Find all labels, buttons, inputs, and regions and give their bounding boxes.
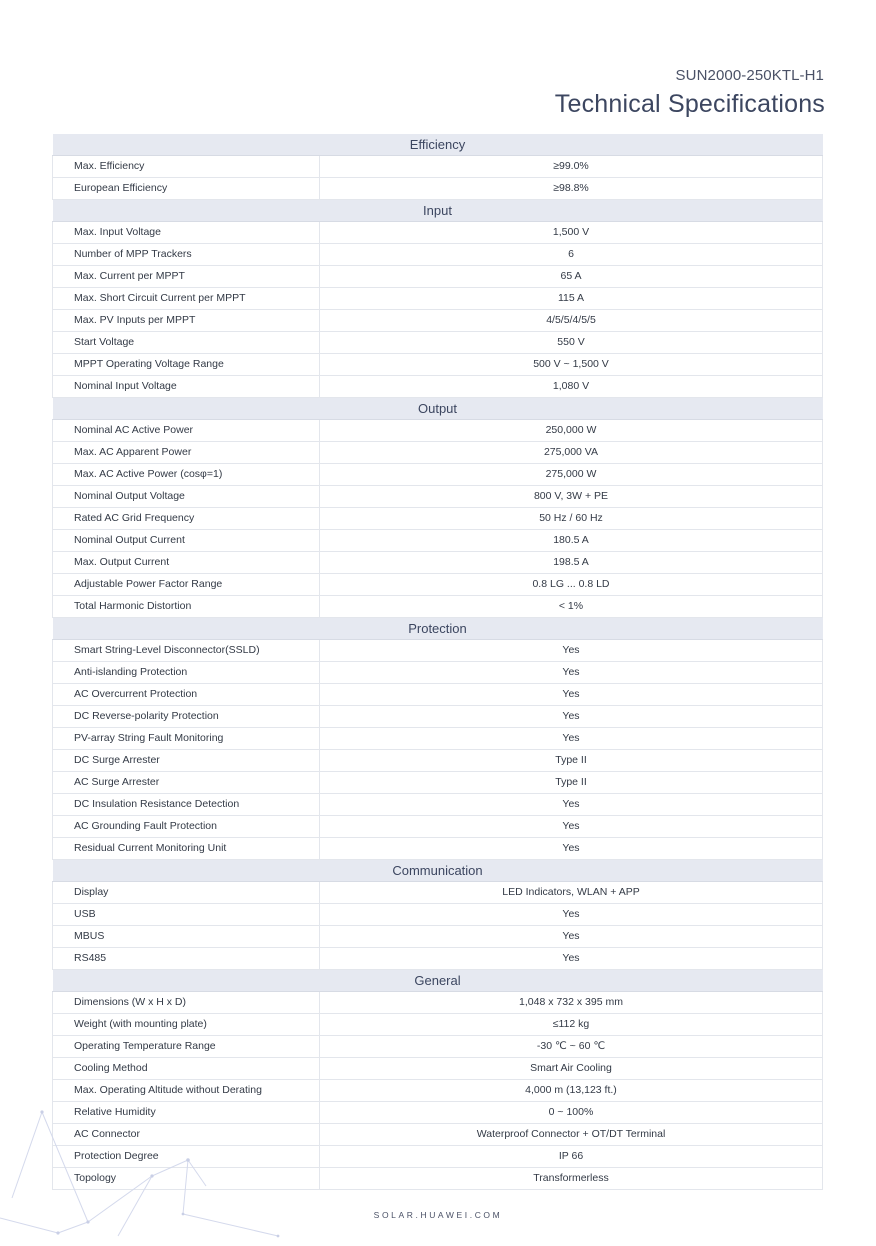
spec-row: [53, 992, 823, 1014]
spec-label: Max. Output Current: [53, 552, 320, 574]
spec-value: LED Indicators, WLAN + APP: [320, 882, 823, 904]
spec-value: Yes: [320, 640, 823, 662]
spec-value: -30 ℃ ~ 60 ℃: [320, 1036, 823, 1058]
spec-label: Nominal Output Current: [53, 530, 320, 552]
spec-value: 0.8 LG ... 0.8 LD: [320, 574, 823, 596]
section-title: Output: [53, 398, 823, 420]
spec-label: Protection Degree: [53, 1146, 320, 1168]
spec-value: 1,500 V: [320, 222, 823, 244]
section-title: General: [53, 970, 823, 992]
spec-label: Max. Operating Altitude without Derating: [53, 1080, 320, 1102]
spec-value: Waterproof Connector + OT/DT Terminal: [320, 1124, 823, 1146]
spec-row: [53, 574, 823, 596]
spec-row: [53, 332, 823, 354]
spec-label: DC Reverse-polarity Protection: [53, 706, 320, 728]
spec-value: Smart Air Cooling: [320, 1058, 823, 1080]
spec-label: Topology: [53, 1168, 320, 1190]
spec-label: Nominal AC Active Power: [53, 420, 320, 442]
spec-value: 0 ~ 100%: [320, 1102, 823, 1124]
spec-row: [53, 156, 823, 178]
spec-label: DC Insulation Resistance Detection: [53, 794, 320, 816]
spec-row: [53, 244, 823, 266]
spec-label: Max. Efficiency: [53, 156, 320, 178]
spec-value: < 1%: [320, 596, 823, 618]
spec-row: [53, 1058, 823, 1080]
spec-label: Max. AC Active Power (cosφ=1): [53, 464, 320, 486]
spec-value: Yes: [320, 926, 823, 948]
spec-row: [53, 222, 823, 244]
spec-row: [53, 948, 823, 970]
spec-label: Max. AC Apparent Power: [53, 442, 320, 464]
spec-value: ≥99.0%: [320, 156, 823, 178]
spec-row: [53, 354, 823, 376]
spec-value: 198.5 A: [320, 552, 823, 574]
spec-label: Adjustable Power Factor Range: [53, 574, 320, 596]
spec-value: 4,000 m (13,123 ft.): [320, 1080, 823, 1102]
spec-label: Cooling Method: [53, 1058, 320, 1080]
spec-label: Rated AC Grid Frequency: [53, 508, 320, 530]
spec-value: 4/5/5/4/5/5: [320, 310, 823, 332]
page-title: Technical Specifications: [554, 90, 825, 118]
spec-label: AC Overcurrent Protection: [53, 684, 320, 706]
spec-label: Anti-islanding Protection: [53, 662, 320, 684]
spec-row: [53, 662, 823, 684]
section-header: [53, 134, 823, 156]
spec-row: [53, 1036, 823, 1058]
spec-label: DC Surge Arrester: [53, 750, 320, 772]
spec-value: Yes: [320, 794, 823, 816]
spec-row: [53, 728, 823, 750]
spec-value: 250,000 W: [320, 420, 823, 442]
spec-label: European Efficiency: [53, 178, 320, 200]
spec-label: Start Voltage: [53, 332, 320, 354]
spec-value: Yes: [320, 816, 823, 838]
spec-value: 275,000 VA: [320, 442, 823, 464]
spec-value: 800 V, 3W + PE: [320, 486, 823, 508]
spec-label: Nominal Input Voltage: [53, 376, 320, 398]
spec-row: [53, 508, 823, 530]
spec-value: 65 A: [320, 266, 823, 288]
spec-value: Type II: [320, 772, 823, 794]
section-title: Communication: [53, 860, 823, 882]
spec-row: [53, 288, 823, 310]
spec-value: Yes: [320, 838, 823, 860]
spec-label: PV-array String Fault Monitoring: [53, 728, 320, 750]
section-title: Input: [53, 200, 823, 222]
footer-website: SOLAR.HUAWEI.COM: [373, 1210, 503, 1220]
spec-label: AC Surge Arrester: [53, 772, 320, 794]
spec-value: 1,080 V: [320, 376, 823, 398]
section-header: [53, 398, 823, 420]
section-title: Protection: [53, 618, 823, 640]
spec-value: Transformerless: [320, 1168, 823, 1190]
spec-row: [53, 464, 823, 486]
spec-row: [53, 1014, 823, 1036]
spec-value: ≥98.8%: [320, 178, 823, 200]
spec-row: [53, 838, 823, 860]
section-header: [53, 860, 823, 882]
spec-label: Display: [53, 882, 320, 904]
spec-label: Residual Current Monitoring Unit: [53, 838, 320, 860]
network-decoration: [0, 1100, 300, 1246]
spec-row: [53, 640, 823, 662]
spec-value: 1,048 x 732 x 395 mm: [320, 992, 823, 1014]
spec-value: 550 V: [320, 332, 823, 354]
spec-row: [53, 596, 823, 618]
spec-row: [53, 684, 823, 706]
spec-label: Dimensions (W x H x D): [53, 992, 320, 1014]
spec-row: [53, 772, 823, 794]
section-header: [53, 618, 823, 640]
spec-value: Yes: [320, 706, 823, 728]
spec-label: USB: [53, 904, 320, 926]
spec-row: [53, 310, 823, 332]
spec-label: Smart String-Level Disconnector(SSLD): [53, 640, 320, 662]
spec-row: [53, 376, 823, 398]
spec-label: Max. Current per MPPT: [53, 266, 320, 288]
spec-value: 50 Hz / 60 Hz: [320, 508, 823, 530]
spec-row: [53, 816, 823, 838]
section-header: [53, 970, 823, 992]
spec-value: ≤112 kg: [320, 1014, 823, 1036]
spec-row: [53, 530, 823, 552]
spec-value: 275,000 W: [320, 464, 823, 486]
spec-label: MBUS: [53, 926, 320, 948]
model-name: SUN2000-250KTL-H1: [675, 67, 824, 84]
spec-row: [53, 882, 823, 904]
spec-row: [53, 1080, 823, 1102]
spec-value: Yes: [320, 948, 823, 970]
spec-label: MPPT Operating Voltage Range: [53, 354, 320, 376]
spec-row: [53, 706, 823, 728]
spec-label: AC Grounding Fault Protection: [53, 816, 320, 838]
spec-row: [53, 486, 823, 508]
spec-label: Operating Temperature Range: [53, 1036, 320, 1058]
spec-label: Relative Humidity: [53, 1102, 320, 1124]
spec-value: 6: [320, 244, 823, 266]
spec-label: Total Harmonic Distortion: [53, 596, 320, 618]
spec-label: Max. PV Inputs per MPPT: [53, 310, 320, 332]
spec-label: Nominal Output Voltage: [53, 486, 320, 508]
spec-value: Yes: [320, 728, 823, 750]
spec-label: Number of MPP Trackers: [53, 244, 320, 266]
spec-row: [53, 420, 823, 442]
spec-row: [53, 794, 823, 816]
spec-row: [53, 178, 823, 200]
spec-row: [53, 926, 823, 948]
spec-table: [52, 134, 823, 1190]
spec-label: Max. Short Circuit Current per MPPT: [53, 288, 320, 310]
spec-value: Yes: [320, 662, 823, 684]
spec-row: [53, 750, 823, 772]
spec-value: Type II: [320, 750, 823, 772]
spec-value: 115 A: [320, 288, 823, 310]
spec-value: 180.5 A: [320, 530, 823, 552]
section-title: Efficiency: [53, 134, 823, 156]
spec-value: Yes: [320, 684, 823, 706]
spec-value: 500 V ~ 1,500 V: [320, 354, 823, 376]
spec-label: Weight (with mounting plate): [53, 1014, 320, 1036]
spec-row: [53, 552, 823, 574]
spec-row: [53, 442, 823, 464]
spec-row: [53, 904, 823, 926]
spec-value: IP 66: [320, 1146, 823, 1168]
spec-label: AC Connector: [53, 1124, 320, 1146]
spec-label: Max. Input Voltage: [53, 222, 320, 244]
spec-label: RS485: [53, 948, 320, 970]
section-header: [53, 200, 823, 222]
spec-row: [53, 266, 823, 288]
spec-value: Yes: [320, 904, 823, 926]
